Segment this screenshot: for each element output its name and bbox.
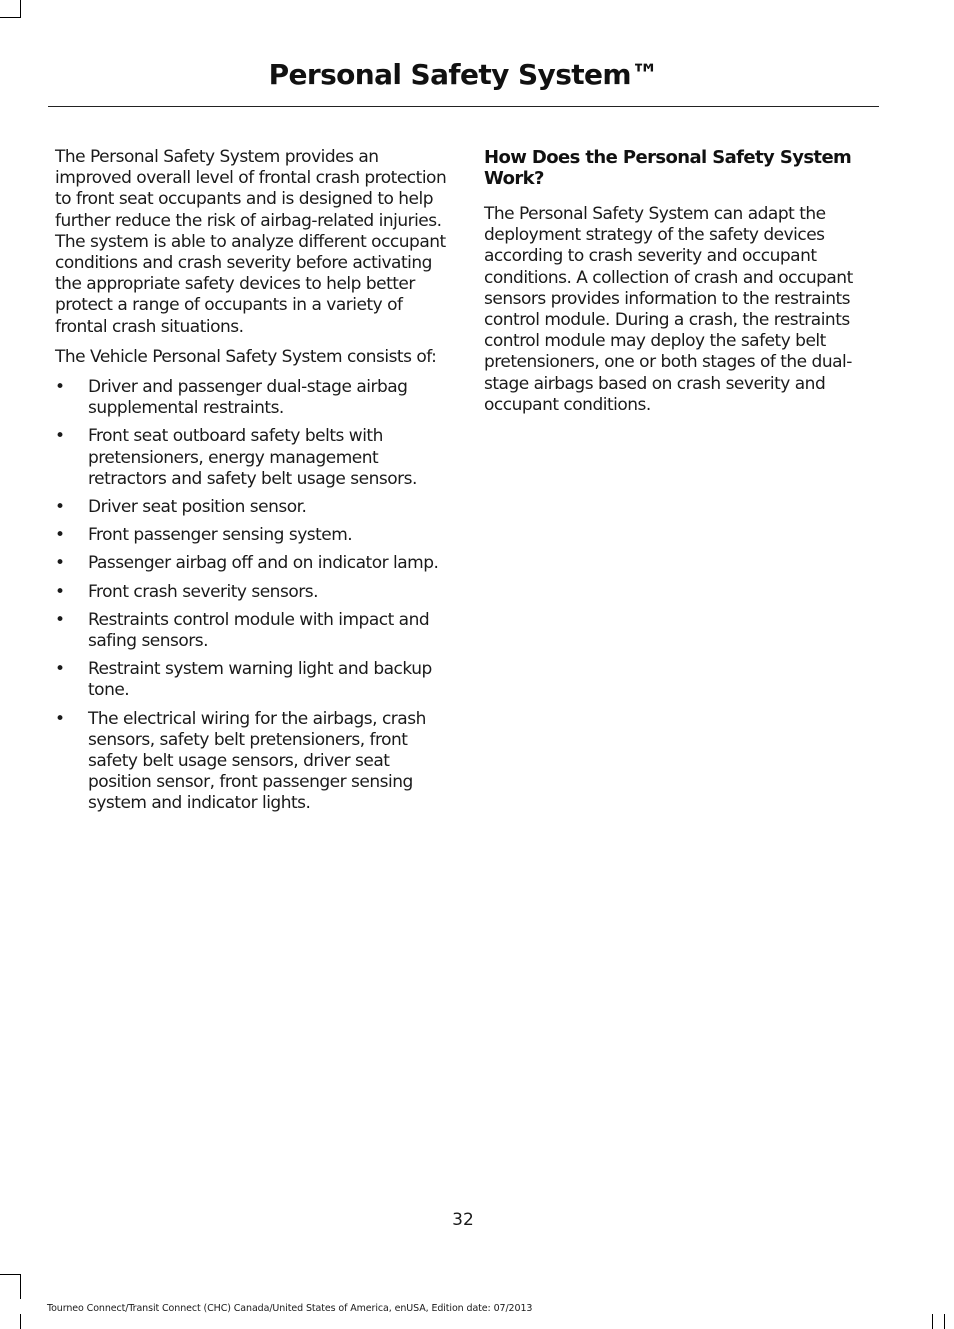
list-item-text: Restraints control module with impact and safing sensors. [88, 609, 430, 652]
crop-mark-top-left-horizontal [0, 17, 21, 18]
list-item [55, 582, 447, 603]
list-item [55, 709, 447, 815]
list-item-text: Front passenger sensing system. [88, 525, 353, 546]
bullet-icon: • [55, 659, 65, 680]
page-title: Personal Safety System™ [268, 58, 659, 91]
list-item-text: Front crash severity sensors. [88, 581, 318, 602]
bullet-icon: • [55, 581, 65, 602]
section-body: The Personal Safety System can adapt the deployment strategy of the safety devices according to crash severity and occupant conditions. A collection of crash and occupant sensors provides information to the restraints control module. During a crash, the restraints control module may deploy the safety belt pretensioners, one or both stages of the dual-stage airbags based on crash severity and occupant conditions. [484, 204, 853, 415]
bullet-icon: • [55, 497, 65, 518]
list-item-text: Driver seat position sensor. [88, 497, 307, 518]
crop-mark-bottom-left-tick [20, 1314, 21, 1329]
list-intro-paragraph: The Vehicle Personal Safety System consists of: [55, 346, 437, 367]
bullet-icon: • [55, 708, 65, 729]
crop-mark-bottom-left-vertical [20, 1274, 21, 1299]
list-item [55, 610, 447, 652]
bullet-icon: • [55, 553, 65, 574]
list-item [55, 426, 447, 490]
section-heading: How Does the Personal Safety System Work? [484, 147, 852, 189]
list-item-text: Passenger airbag off and on indicator lamp. [88, 553, 439, 574]
page-number: 32 [452, 1210, 474, 1230]
crop-mark-bottom-right-tick-1 [932, 1314, 933, 1329]
list-item [55, 659, 447, 701]
crop-mark-top-left-vertical [20, 0, 21, 17]
bullet-icon: • [55, 525, 65, 546]
list-item-text: The electrical wiring for the airbags, crash sensors, safety belt pretensioners, front safety belt usage sensors, driver seat position sensor, front passenger sensing system and indicator lights. [88, 708, 426, 814]
bullet-icon: • [55, 609, 65, 630]
intro-paragraph: The Personal Safety System provides an improved overall level of frontal crash protection to front seat occupants and is designed to help further reduce the risk of airbag-related injuries. The system is able to analyze different occupant conditions and crash severity before activating the appropriate safety devices to help better protect a range of occupants in a variety of frontal crash situations. [55, 147, 447, 337]
bullet-icon: • [55, 426, 65, 447]
edition-footer: Tourneo Connect/Transit Connect (CHC) Canada/United States of America, enUSA, Edition date: 07/2013 [47, 1303, 533, 1314]
bullet-icon: • [55, 377, 65, 398]
list-item [55, 525, 447, 546]
left-column [55, 147, 447, 822]
right-column [484, 147, 876, 425]
title-divider [48, 106, 879, 107]
list-item [55, 377, 447, 419]
crop-mark-bottom-right-tick-2 [944, 1314, 945, 1329]
crop-mark-bottom-left-horizontal [0, 1274, 21, 1275]
list-item-text: Restraint system warning light and backup tone. [88, 659, 432, 701]
list-item [55, 497, 447, 518]
list-item [55, 553, 447, 574]
list-item-text: Driver and passenger dual-stage airbag supplemental restraints. [88, 377, 408, 419]
component-list [55, 377, 447, 815]
list-item-text: Front seat outboard safety belts with pretensioners, energy management retractors and safety belt usage sensors. [88, 426, 417, 489]
